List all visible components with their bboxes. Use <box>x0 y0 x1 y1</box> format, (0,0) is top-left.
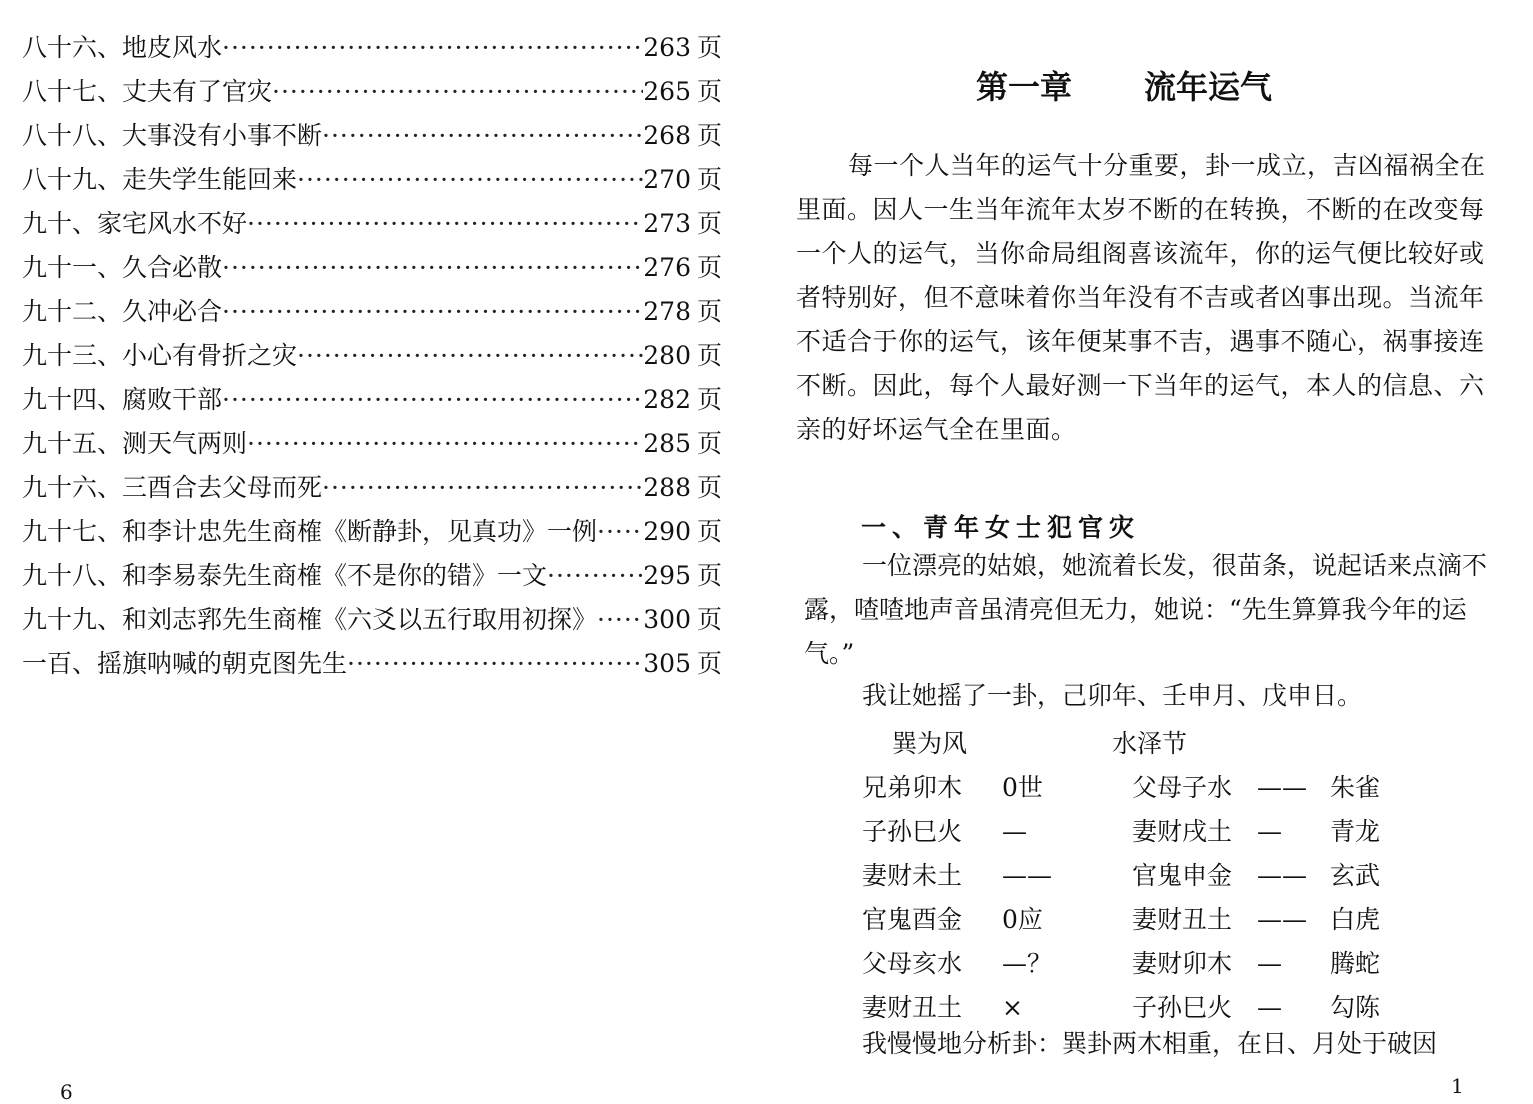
right-page-number: 1 <box>1451 1074 1464 1098</box>
changed-line-mark: — <box>1257 817 1282 846</box>
toc-page-number: 265 <box>643 77 691 106</box>
toc-page-number: 290 <box>643 517 691 546</box>
changed-line-label: 官鬼申金 <box>1132 861 1233 890</box>
toc-dot-leader <box>347 642 643 686</box>
toc-page-number: 285 <box>643 429 691 458</box>
hexagram-table <box>862 722 1512 1030</box>
changed-line-label: 父母子水 <box>1132 773 1233 802</box>
original-line-mark: × <box>1002 993 1023 1022</box>
toc-page-unit: 页 <box>696 77 722 106</box>
toc-entry <box>22 334 722 378</box>
toc-page-unit: 页 <box>696 517 722 546</box>
toc-entry-title: 九十五、测天气两则 <box>22 429 248 458</box>
toc-dot-leader <box>272 70 643 114</box>
toc-entry <box>22 554 722 598</box>
toc-entry <box>22 598 722 642</box>
original-line-label: 父母亥水 <box>862 949 963 978</box>
original-line-mark: —— <box>1002 861 1052 890</box>
six-spirit-label: 白虎 <box>1330 905 1381 934</box>
changed-hexagram-name: 水泽节 <box>1112 729 1188 758</box>
toc-dot-leader <box>597 510 643 554</box>
toc-entry-title: 八十九、走失学生能回来 <box>22 165 298 194</box>
toc-page-unit: 页 <box>696 209 722 238</box>
changed-line-label: 妻财卯木 <box>1132 949 1233 978</box>
toc-entry-title: 八十八、大事没有小事不断 <box>22 121 323 150</box>
toc-page-number: 300 <box>643 605 691 634</box>
toc-entry-title: 九十四、腐败干部 <box>22 385 223 414</box>
changed-line-label: 妻财丑土 <box>1132 905 1233 934</box>
toc-dot-leader <box>222 246 643 290</box>
toc-page-number: 280 <box>643 341 691 370</box>
toc-dot-leader <box>247 202 643 246</box>
left-page-number: 6 <box>60 1080 73 1104</box>
toc-page-unit: 页 <box>696 121 722 150</box>
changed-line-mark: —— <box>1257 861 1307 890</box>
six-spirit-label: 青龙 <box>1330 817 1381 846</box>
hexagram-row <box>862 942 1512 986</box>
right-page <box>766 0 1533 1100</box>
six-spirit-label: 勾陈 <box>1330 993 1381 1022</box>
divination-line: 我让她摇了一卦，己卯年、壬申月、戊申日。 <box>862 681 1363 710</box>
toc-entry-title: 九十二、久冲必合 <box>22 297 223 326</box>
changed-line-mark: —— <box>1257 905 1307 934</box>
toc-page-number: 276 <box>643 253 691 282</box>
toc-page-unit: 页 <box>696 649 722 678</box>
toc-page-number: 295 <box>643 561 691 590</box>
toc-entry <box>22 246 722 290</box>
left-page <box>0 0 766 1104</box>
toc-page-unit: 页 <box>696 33 722 62</box>
toc-dot-leader <box>247 422 643 466</box>
toc-page-unit: 页 <box>696 385 722 414</box>
changed-line-label: 妻财戌土 <box>1132 817 1233 846</box>
changed-line-mark: —— <box>1257 773 1307 802</box>
hexagram-row <box>862 810 1512 854</box>
toc-page-unit: 页 <box>696 561 722 590</box>
toc-entry-title: 九十七、和李计忠先生商榷《断静卦，见真功》一例 <box>22 517 598 546</box>
six-spirit-label: 玄武 <box>1330 861 1381 890</box>
toc-dot-leader <box>297 158 643 202</box>
toc-entry <box>22 114 722 158</box>
original-line-label: 妻财丑土 <box>862 993 963 1022</box>
toc-entry-title: 八十七、丈夫有了官灾 <box>22 77 273 106</box>
toc-entry <box>22 422 722 466</box>
original-line-label: 兄弟卯木 <box>862 773 963 802</box>
original-line-label: 官鬼酉金 <box>862 905 963 934</box>
toc-entry-title: 九十三、小心有骨折之灾 <box>22 341 298 370</box>
toc-entry-title: 九十九、和刘志郛先生商榷《六爻以五行取用初探》 <box>22 605 598 634</box>
toc-dot-leader <box>547 554 643 598</box>
toc-page-unit: 页 <box>696 605 722 634</box>
toc-page-number: 270 <box>643 165 691 194</box>
table-of-contents <box>22 26 722 686</box>
toc-entry <box>22 466 722 510</box>
toc-dot-leader <box>597 598 643 642</box>
original-line-mark: — <box>1002 817 1027 846</box>
original-line-mark: —？ <box>1002 949 1053 978</box>
chapter-heading <box>976 62 1272 108</box>
changed-line-label: 子孙巳火 <box>1132 993 1233 1022</box>
toc-entry <box>22 378 722 422</box>
section-title: 一、青年女士犯官灾 <box>861 513 1141 542</box>
original-line-mark: 0应 <box>1002 905 1043 934</box>
toc-dot-leader <box>222 378 643 422</box>
toc-entry-title: 九十八、和李易泰先生商榷《不是你的错》一文 <box>22 561 548 590</box>
toc-entry-title: 九十六、三酉合去父母而死 <box>22 473 323 502</box>
toc-page-number: 263 <box>643 33 691 62</box>
toc-entry <box>22 202 722 246</box>
toc-page-number: 282 <box>643 385 691 414</box>
toc-entry <box>22 510 722 554</box>
hexagram-row <box>862 898 1512 942</box>
toc-page-unit: 页 <box>696 253 722 282</box>
toc-page-unit: 页 <box>696 341 722 370</box>
original-line-mark: 0世 <box>1002 773 1043 802</box>
story-paragraph: 一位漂亮的姑娘，她流着长发，很苗条，说起话来点滴不露，喳喳地声音虽清亮但无力，她说：“先生算算我今年的运气。” <box>804 551 1488 668</box>
chapter-label: 第一章 <box>976 68 1073 106</box>
intro-paragraph: 每一个人当年的运气十分重要，卦一成立，吉凶福祸全在里面。因人一生当年流年太岁不断的在转换，不断的在改变每一个人的运气，当你命局组阁喜该流年，你的运气便比较好或者特别好，但不意味着你当年没有不吉或者凶事出现。当流年不适合于你的运气，该年便某事不吉，遇事不随心，祸事接连不断。因此，每个人最好测一下当年的运气，本人的信息、六亲的好坏运气全在里面。 <box>796 151 1486 444</box>
toc-dot-leader <box>322 114 643 158</box>
toc-page-unit: 页 <box>696 429 722 458</box>
toc-dot-leader <box>222 26 643 70</box>
toc-entry-title: 八十六、地皮风水 <box>22 33 223 62</box>
toc-page-number: 288 <box>643 473 691 502</box>
toc-page-number: 268 <box>643 121 691 150</box>
six-spirit-label: 腾蛇 <box>1330 949 1381 978</box>
toc-entry-title: 九十一、久合必散 <box>22 253 223 282</box>
toc-entry <box>22 158 722 202</box>
toc-entry <box>22 642 722 686</box>
hexagram-row <box>862 854 1512 898</box>
toc-page-number: 273 <box>643 209 691 238</box>
hexagram-header <box>862 722 1512 766</box>
toc-page-number: 278 <box>643 297 691 326</box>
toc-entry <box>22 26 722 70</box>
toc-entry <box>22 290 722 334</box>
six-spirit-label: 朱雀 <box>1330 773 1381 802</box>
chapter-title: 流年运气 <box>1144 68 1273 106</box>
toc-entry <box>22 70 722 114</box>
toc-page-unit: 页 <box>696 473 722 502</box>
hexagram-row <box>862 766 1512 810</box>
analysis-line: 我慢慢地分析卦：巽卦两木相重，在日、月处于破因 <box>862 1029 1438 1058</box>
toc-dot-leader <box>297 334 643 378</box>
toc-page-unit: 页 <box>696 165 722 194</box>
changed-line-mark: — <box>1257 949 1282 978</box>
toc-dot-leader <box>222 290 643 334</box>
toc-entry-title: 一百、摇旗呐喊的朝克图先生 <box>22 649 348 678</box>
toc-entry-title: 九十、家宅风水不好 <box>22 209 248 238</box>
original-hexagram-name: 巽为风 <box>892 729 968 758</box>
original-line-label: 妻财未土 <box>862 861 963 890</box>
toc-page-unit: 页 <box>696 297 722 326</box>
original-line-label: 子孙巳火 <box>862 817 963 846</box>
toc-page-number: 305 <box>643 649 691 678</box>
changed-line-mark: — <box>1257 993 1282 1022</box>
toc-dot-leader <box>322 466 643 510</box>
